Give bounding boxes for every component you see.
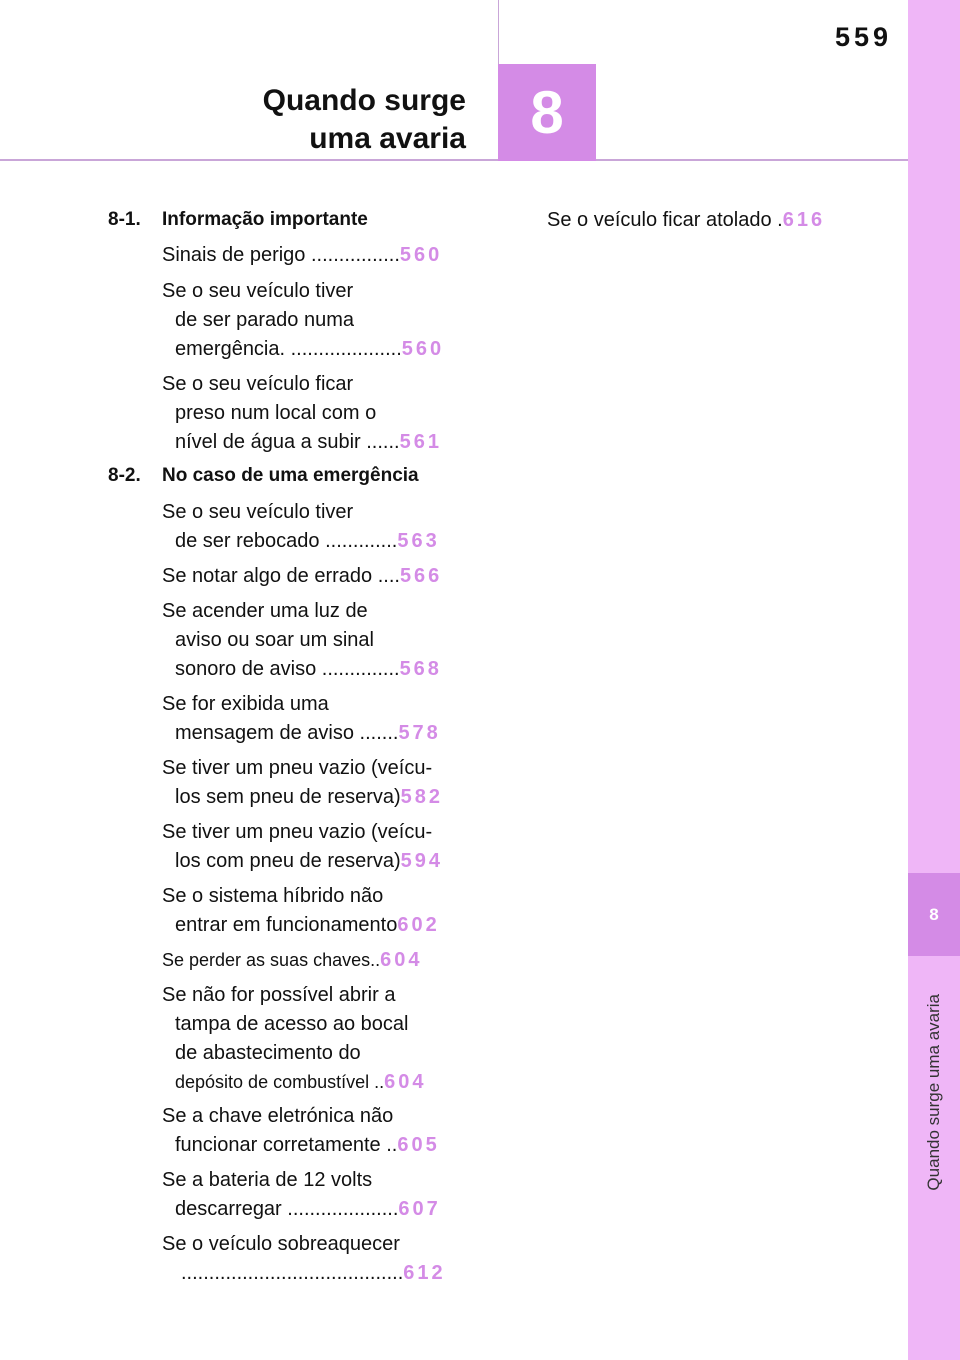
section-header-8-2 (108, 464, 419, 488)
toc-entry-pneu-sem-reserva[interactable] (162, 754, 443, 812)
page-ref[interactable]: 561 (399, 431, 442, 453)
page-ref[interactable]: 607 (398, 1198, 441, 1220)
section-title: Informação importante (162, 209, 368, 230)
toc-entry-sinais-de-perigo[interactable] (162, 241, 442, 270)
toc-entry-parado-emergencia[interactable] (162, 277, 444, 364)
entry-line: Se o sistema híbrido não (162, 885, 384, 907)
toc-entry-chave-eletronica[interactable] (162, 1102, 440, 1160)
entry-line: Se o seu veículo tiver (162, 501, 354, 523)
section-title: No caso de uma emergência (162, 465, 419, 486)
page-ref[interactable]: 560 (401, 338, 445, 360)
entry-text: nível de água a subir ...... (175, 431, 400, 453)
chapter-title-line2: uma avaria (309, 122, 466, 155)
entry-line: Se não for possível abrir a (162, 984, 396, 1006)
page-ref[interactable]: 563 (397, 530, 440, 552)
entry-line (162, 335, 444, 364)
header-divider-horizontal (0, 159, 908, 161)
toc-entry-mensagem-aviso[interactable] (162, 690, 441, 748)
entry-line: Se tiver um pneu vazio (veícu- (162, 757, 433, 779)
page-ref[interactable]: 578 (398, 722, 441, 744)
entry-text: entrar em funcionamento (175, 914, 398, 936)
entry-line (162, 719, 441, 748)
entry-text: depósito de combustível .. (175, 1072, 385, 1092)
page-ref[interactable]: 605 (397, 1134, 440, 1156)
page-ref[interactable]: 612 (403, 1262, 446, 1284)
toc-entry-algo-errado[interactable] (162, 562, 442, 591)
entry-line: de abastecimento do (175, 1042, 361, 1064)
entry-text: descarregar .................... (175, 1198, 399, 1220)
header-divider-vertical (498, 0, 499, 64)
side-tab-label (908, 962, 960, 1222)
entry-text: Se o veículo ficar atolado . (547, 209, 783, 231)
entry-line: de ser parado numa (175, 309, 355, 331)
toc-entry-atolado[interactable] (547, 206, 825, 235)
entry-line (162, 527, 440, 556)
entry-line: Se a bateria de 12 volts (162, 1169, 373, 1191)
entry-text: funcionar corretamente .. (175, 1134, 398, 1156)
entry-line (162, 847, 443, 876)
page-ref[interactable]: 560 (399, 244, 443, 266)
entry-line: Se acender uma luz de (162, 600, 368, 622)
entry-line (162, 428, 442, 457)
side-tab-chapter[interactable]: 8 (908, 873, 960, 956)
entry-line (162, 1131, 440, 1160)
entry-line: Se o seu veículo tiver (162, 280, 354, 302)
side-tab-label-text: Quando surge uma avaria (924, 993, 943, 1191)
entry-text: emergência. .................... (175, 338, 402, 360)
toc-entry-sobreaquecer[interactable] (162, 1230, 446, 1288)
entry-line (547, 206, 825, 235)
entry-line: Se a chave eletrónica não (162, 1105, 394, 1127)
entry-text: Sinais de perigo ................ (162, 244, 400, 266)
toc-entry-sistema-hibrido[interactable] (162, 882, 440, 940)
entry-line (162, 241, 442, 270)
entry-text: los sem pneu de reserva) (175, 786, 401, 808)
section-header-8-1 (108, 208, 368, 232)
entry-line: preso num local com o (175, 402, 377, 424)
section-number: 8-1. (108, 209, 141, 230)
section-number: 8-2. (108, 465, 141, 486)
toc-entry-tampa-bocal[interactable] (162, 981, 427, 1097)
entry-line: aviso ou soar um sinal (175, 629, 374, 651)
entry-text: Se perder as suas chaves.. (162, 950, 381, 970)
toc-entry-nivel-de-agua[interactable] (162, 370, 442, 457)
entry-text: Se notar algo de errado .... (162, 565, 400, 587)
entry-line: tampa de acesso ao bocal (175, 1013, 409, 1035)
toc-entry-bateria[interactable] (162, 1166, 441, 1224)
toc-entry-pneu-com-reserva[interactable] (162, 818, 443, 876)
entry-line (162, 911, 440, 940)
entry-line (162, 1259, 446, 1288)
entry-line (162, 946, 423, 975)
page-ref[interactable]: 604 (380, 949, 423, 971)
entry-text: de ser rebocado ............. (175, 530, 398, 552)
page-ref[interactable]: 602 (397, 914, 440, 936)
chapter-title (160, 82, 466, 158)
entry-line (162, 1195, 441, 1224)
entry-line: Se o veículo sobreaquecer (162, 1233, 400, 1255)
entry-line (162, 562, 442, 591)
entry-line (162, 655, 442, 684)
page-ref[interactable]: 568 (399, 658, 442, 680)
entry-line: Se for exibida uma (162, 693, 329, 715)
page-ref[interactable]: 604 (384, 1071, 427, 1093)
entry-line: Se tiver um pneu vazio (veícu- (162, 821, 433, 843)
page-ref[interactable]: 594 (400, 850, 444, 872)
page-number: 559 (834, 22, 892, 52)
chapter-number-box: 8 (498, 64, 596, 161)
entry-line: Se o seu veículo ficar (162, 373, 354, 395)
page-ref[interactable]: 616 (782, 209, 826, 231)
entry-text: mensagem de aviso ....... (175, 722, 399, 744)
toc-entry-perder-chaves[interactable] (162, 946, 423, 975)
toc-entry-luz-de-aviso[interactable] (162, 597, 442, 684)
page-ref[interactable]: 566 (399, 565, 443, 587)
entry-line (162, 783, 443, 812)
entry-text: sonoro de aviso .............. (175, 658, 400, 680)
entry-line (162, 1068, 427, 1097)
toc-entry-rebocado[interactable] (162, 498, 440, 556)
page-ref[interactable]: 582 (400, 786, 444, 808)
chapter-title-line1: Quando surge (262, 84, 466, 117)
entry-text: los com pneu de reserva) (175, 850, 401, 872)
entry-text: ........................................ (181, 1262, 404, 1284)
